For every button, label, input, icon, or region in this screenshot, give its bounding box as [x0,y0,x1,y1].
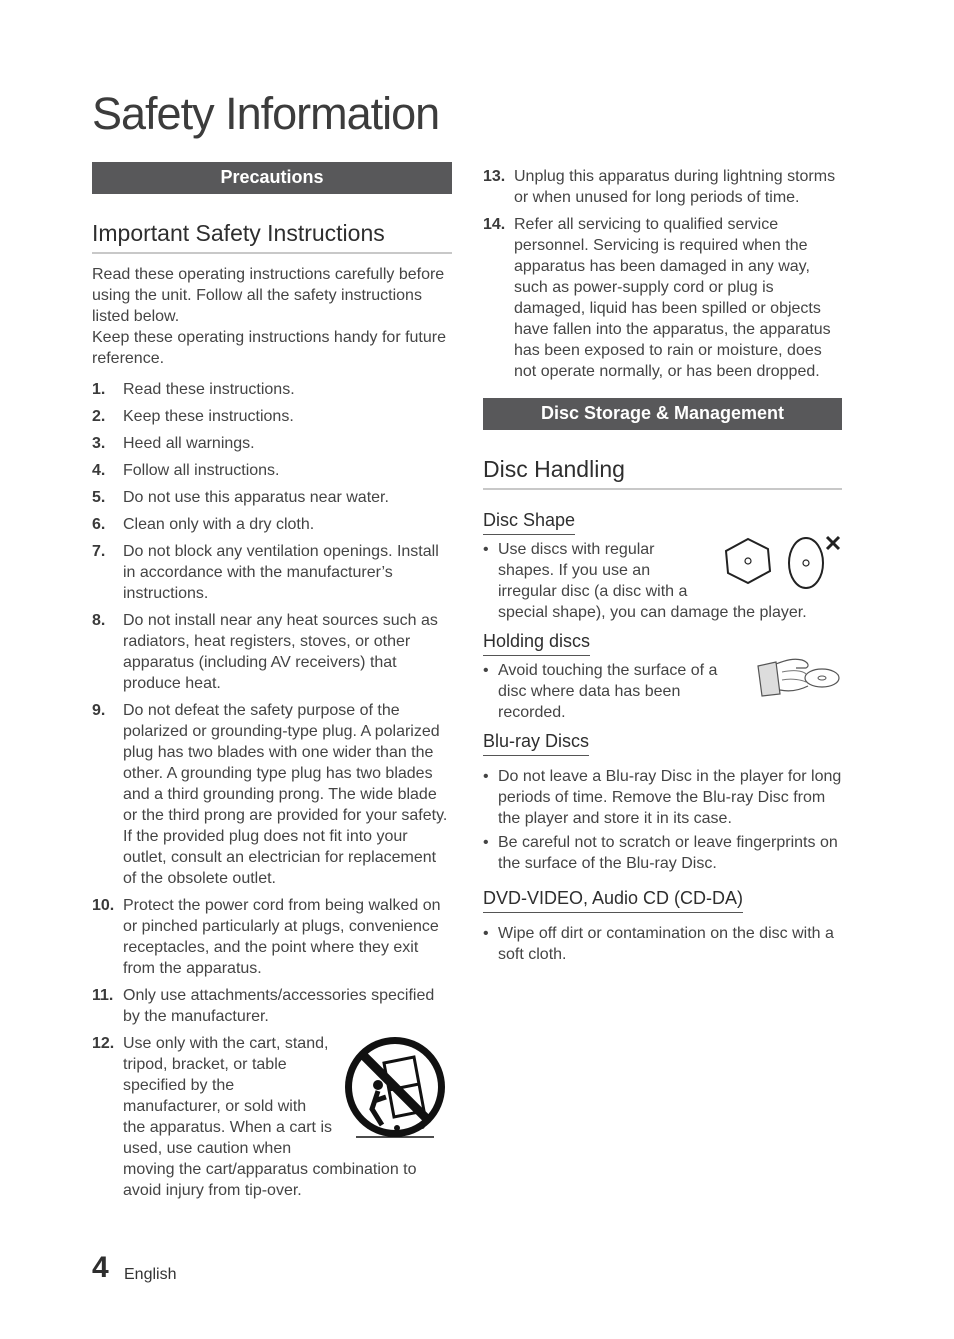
list-item [483,832,842,874]
section-bar-precautions: Precautions [92,162,452,194]
item-number: 1. [92,381,106,398]
bluray-bullets [483,766,842,874]
cart-tip-over-warning-icon [342,1035,452,1141]
item-number: 7. [92,543,106,560]
hand-holding-disc-icon [752,654,842,700]
item-number: 13. [483,168,506,185]
dvd-audio-cd-section [483,888,842,965]
item-number: 4. [92,462,106,479]
item-text: Clean only with a dry cloth. [123,516,315,533]
list-item [483,166,842,208]
list-item [92,610,452,694]
item-text: Keep these instructions. [123,408,294,425]
item-number: 5. [92,489,106,506]
item-text: Do not use this apparatus near water. [123,489,389,506]
item-number: 8. [92,612,106,629]
list-item [483,923,842,965]
list-item [92,379,452,400]
item-text: Do not install near any heat sources such as radiators, heat registers, stoves, or other apparatus (including AV receivers) that produce heat. [123,612,438,692]
irregular-disc-shapes-icon [712,533,842,591]
bullet-text: Wipe off dirt or contamination on the disc with a soft cloth. [498,925,834,963]
item-number: 9. [92,702,106,719]
page-number: 4 [92,1251,109,1284]
item-number: 11. [92,987,114,1004]
section-bar-disc-storage: Disc Storage & Management [483,398,842,430]
item-text: Refer all servicing to qualified service personnel. Servicing is required when the apparatus has been damaged in any way, such as power-supply cord or plug is damaged, liquid has been spilled or objects have fallen into the apparatus, the apparatus has been exposed to rain or moisture, does not operate normally, or has been dropped. [514,216,831,380]
page-language: English [124,1266,177,1283]
bullet-text: Be careful not to scratch or leave fingerprints on the surface of the Blu-ray Disc. [498,834,838,872]
list-item [92,487,452,508]
bullet-text: Avoid touching the surface of a disc where data has been recorded. [498,662,718,721]
list-item [92,514,452,535]
item-text: Heed all warnings. [123,435,255,452]
item-number: 12. [92,1035,115,1052]
safety-instructions-list [92,379,452,1201]
subheading-disc-shape: Disc Shape [483,510,575,535]
subheading-bluray-discs: Blu-ray Discs [483,731,589,756]
list-item [483,660,842,723]
list-item [92,541,452,604]
item-text: Do not block any ventilation openings. Install in accordance with the manufacturer’s instructions. [123,543,439,602]
item-text: Do not defeat the safety purpose of the polarized or grounding-type plug. A polarized plug has two blades with one wider than the other. A grounding type plug has two blades and a third grounding prong. The wide blade or the third prong are provided for your safety. If the provided plug does not fit into your outlet, consult an electrician for replacement of the obsolete outlet. [123,702,448,887]
disc-shape-bullets [483,539,842,623]
item-text: Only use attachments/accessories specified by the manufacturer. [123,987,435,1025]
item-text: Unplug this apparatus during lightning storms or when unused for long periods of time. [514,168,836,206]
intro-paragraph: Read these operating instructions carefully before using the unit. Follow all the safety instructions listed below. [92,266,445,325]
item-text: Read these instructions. [123,381,295,398]
list-item [92,406,452,427]
bluray-discs-section [483,731,842,874]
subheading-dvd-audio-cd: DVD-VIDEO, Audio CD (CD-DA) [483,888,743,913]
list-item [483,539,842,623]
holding-discs-section [483,631,842,723]
item-text: Use only with the cart, stand, tripod, bracket, or table specified by the manufacturer, or sold with the apparatus. When a cart is used, use caution when moving the cart/apparatus combination to avoid injury from tip-over. [123,1035,417,1199]
right-column [483,166,842,968]
list-item [92,895,452,979]
item-number: 10. [92,897,115,914]
item-number: 2. [92,408,106,425]
item-text: Follow all instructions. [123,462,280,479]
intro-text [92,264,452,369]
bullet-text: Use discs with regular shapes. If you use an irregular disc (a disc with a special shape), you can damage the player. [498,541,807,621]
list-item [483,214,842,382]
item-number: 3. [92,435,106,452]
holding-discs-bullets [483,660,842,723]
item-number: 6. [92,516,106,533]
list-item [92,460,452,481]
list-item [92,433,452,454]
item-text: Protect the power cord from being walked on or pinched particularly at plugs, convenience receptacles, and the point where they exit from the apparatus. [123,897,441,977]
bullet-text: Do not leave a Blu-ray Disc in the player for long periods of time. Remove the Blu-ray Disc from the player and store it in its case. [498,768,842,827]
intro-paragraph: Keep these operating instructions handy for future reference. [92,329,446,367]
item-number: 14. [483,216,506,233]
heading-disc-handling: Disc Handling [483,456,842,490]
list-item [92,985,452,1027]
list-item [483,766,842,829]
list-item-with-cart-icon [92,1033,452,1201]
page-title: Safety Information [92,88,440,139]
safety-instructions-list-continued [483,166,842,382]
disc-shape-section [483,510,842,623]
dvd-bullets [483,923,842,965]
heading-important-safety-instructions: Important Safety Instructions [92,220,452,254]
subheading-holding-discs: Holding discs [483,631,590,656]
left-column [92,162,452,1207]
list-item [92,700,452,889]
